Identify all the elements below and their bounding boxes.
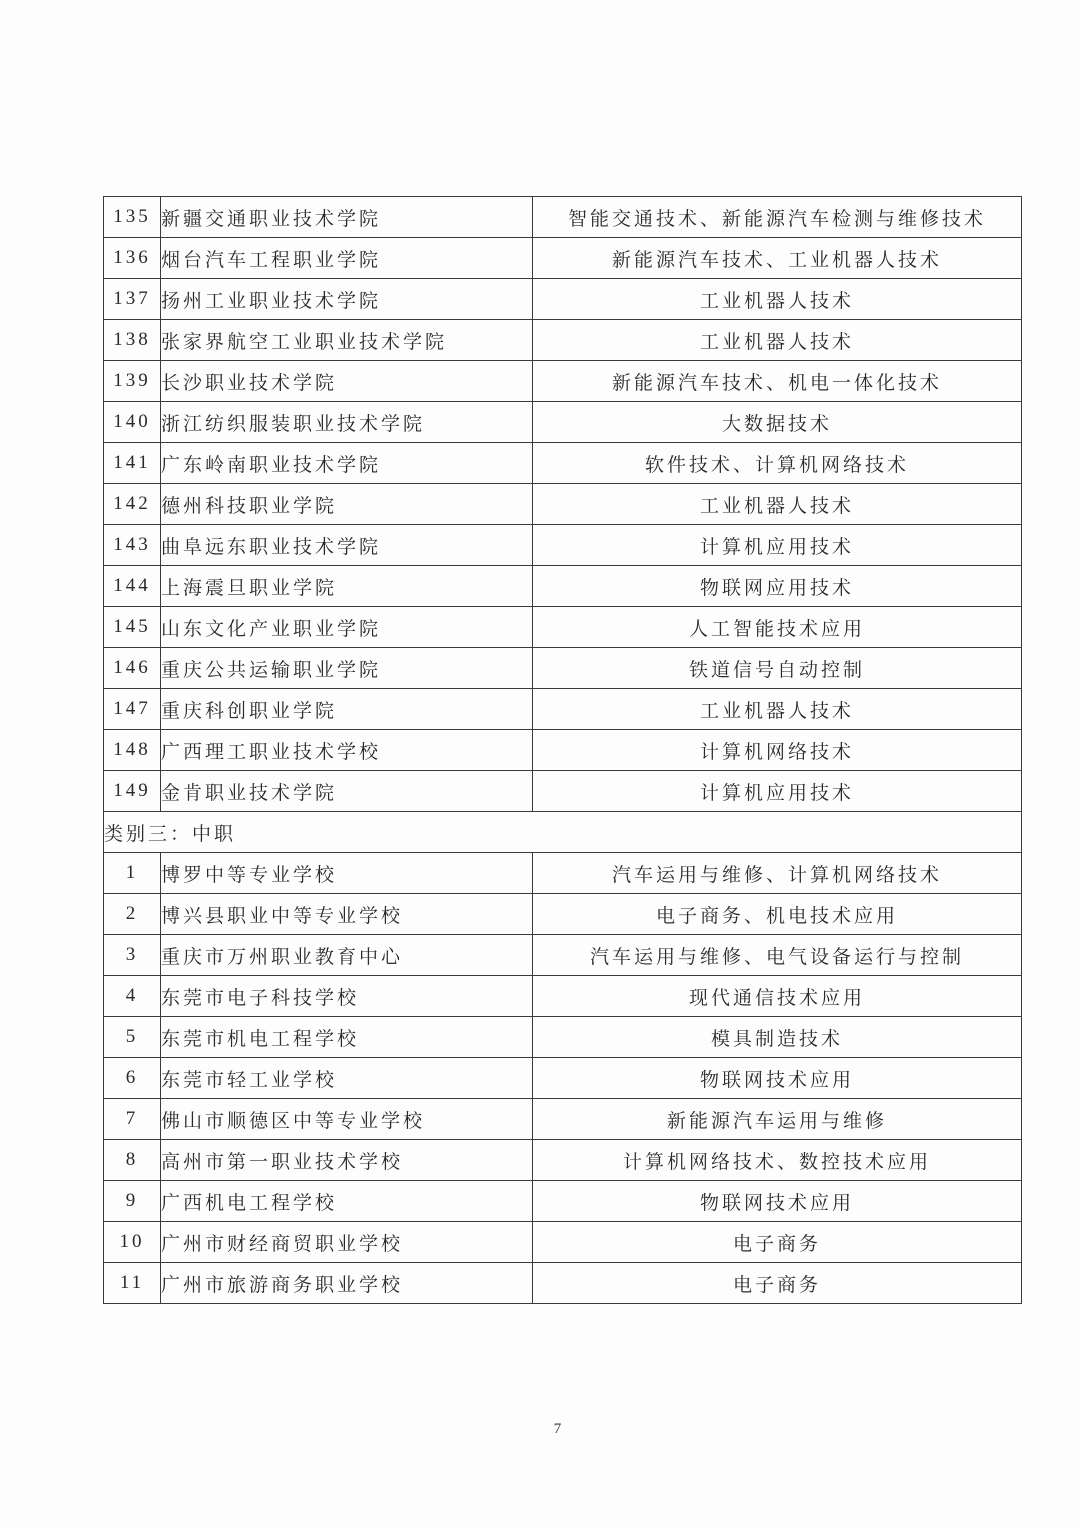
row-number: 142 <box>104 484 161 525</box>
school-name: 广东岭南职业技术学院 <box>161 443 533 484</box>
page-number: 7 <box>553 1421 562 1437</box>
major-name: 工业机器人技术 <box>533 689 1022 730</box>
major-name: 新能源汽车技术、工业机器人技术 <box>533 238 1022 279</box>
major-name: 计算机应用技术 <box>533 771 1022 812</box>
school-list-table <box>103 196 1022 1304</box>
school-name: 扬州工业职业技术学院 <box>161 279 533 320</box>
school-name: 烟台汽车工程职业学院 <box>161 238 533 279</box>
table-row <box>104 402 1022 443</box>
school-name: 广西机电工程学校 <box>161 1181 533 1222</box>
table-row <box>104 361 1022 402</box>
major-name: 物联网技术应用 <box>533 1181 1022 1222</box>
table-row <box>104 853 1022 894</box>
major-name: 汽车运用与维修、计算机网络技术 <box>533 853 1022 894</box>
school-name: 山东文化产业职业学院 <box>161 607 533 648</box>
major-name: 大数据技术 <box>533 402 1022 443</box>
major-name: 计算机网络技术、数控技术应用 <box>533 1140 1022 1181</box>
major-name: 铁道信号自动控制 <box>533 648 1022 689</box>
row-number: 149 <box>104 771 161 812</box>
table-row <box>104 730 1022 771</box>
major-name: 电子商务 <box>533 1263 1022 1304</box>
row-number: 11 <box>104 1263 161 1304</box>
table-row <box>104 1017 1022 1058</box>
row-number: 147 <box>104 689 161 730</box>
school-name: 重庆市万州职业教育中心 <box>161 935 533 976</box>
table-row <box>104 689 1022 730</box>
row-number: 148 <box>104 730 161 771</box>
major-name: 电子商务 <box>533 1222 1022 1263</box>
row-number: 6 <box>104 1058 161 1099</box>
table-row <box>104 1099 1022 1140</box>
school-name: 长沙职业技术学院 <box>161 361 533 402</box>
school-name: 东莞市机电工程学校 <box>161 1017 533 1058</box>
row-number: 143 <box>104 525 161 566</box>
table-row <box>104 443 1022 484</box>
major-name: 物联网应用技术 <box>533 566 1022 607</box>
table-row <box>104 976 1022 1017</box>
table-row <box>104 484 1022 525</box>
table-row <box>104 607 1022 648</box>
major-name: 人工智能技术应用 <box>533 607 1022 648</box>
major-name: 计算机网络技术 <box>533 730 1022 771</box>
school-name: 张家界航空工业职业技术学院 <box>161 320 533 361</box>
major-name: 工业机器人技术 <box>533 279 1022 320</box>
school-name: 东莞市轻工业学校 <box>161 1058 533 1099</box>
row-number: 7 <box>104 1099 161 1140</box>
table-row <box>104 894 1022 935</box>
row-number: 3 <box>104 935 161 976</box>
table-row <box>104 1222 1022 1263</box>
row-number: 9 <box>104 1181 161 1222</box>
school-name: 重庆公共运输职业学院 <box>161 648 533 689</box>
school-name: 浙江纺织服装职业技术学院 <box>161 402 533 443</box>
major-name: 现代通信技术应用 <box>533 976 1022 1017</box>
row-number: 138 <box>104 320 161 361</box>
table-row <box>104 197 1022 238</box>
row-number: 144 <box>104 566 161 607</box>
major-name: 新能源汽车运用与维修 <box>533 1099 1022 1140</box>
row-number: 5 <box>104 1017 161 1058</box>
major-name: 工业机器人技术 <box>533 320 1022 361</box>
table-row <box>104 1263 1022 1304</box>
school-name: 东莞市电子科技学校 <box>161 976 533 1017</box>
school-name: 博罗中等专业学校 <box>161 853 533 894</box>
table-row <box>104 1058 1022 1099</box>
school-name: 高州市第一职业技术学校 <box>161 1140 533 1181</box>
row-number: 141 <box>104 443 161 484</box>
major-name: 物联网技术应用 <box>533 1058 1022 1099</box>
school-name: 重庆科创职业学院 <box>161 689 533 730</box>
row-number: 8 <box>104 1140 161 1181</box>
major-name: 新能源汽车技术、机电一体化技术 <box>533 361 1022 402</box>
row-number: 135 <box>104 197 161 238</box>
school-name: 佛山市顺德区中等专业学校 <box>161 1099 533 1140</box>
row-number: 2 <box>104 894 161 935</box>
table-row <box>104 1181 1022 1222</box>
table-row <box>104 238 1022 279</box>
school-name: 上海震旦职业学院 <box>161 566 533 607</box>
section-title: 类别三：中职 <box>104 812 1022 853</box>
school-name: 新疆交通职业技术学院 <box>161 197 533 238</box>
major-name: 电子商务、机电技术应用 <box>533 894 1022 935</box>
major-name: 工业机器人技术 <box>533 484 1022 525</box>
table-row <box>104 525 1022 566</box>
row-number: 139 <box>104 361 161 402</box>
table-row <box>104 320 1022 361</box>
school-name: 德州科技职业学院 <box>161 484 533 525</box>
row-number: 146 <box>104 648 161 689</box>
school-name: 曲阜远东职业技术学院 <box>161 525 533 566</box>
row-number: 137 <box>104 279 161 320</box>
school-name: 金肯职业技术学院 <box>161 771 533 812</box>
table-row <box>104 279 1022 320</box>
row-number: 136 <box>104 238 161 279</box>
row-number: 1 <box>104 853 161 894</box>
major-name: 软件技术、计算机网络技术 <box>533 443 1022 484</box>
school-name: 广州市旅游商务职业学校 <box>161 1263 533 1304</box>
row-number: 145 <box>104 607 161 648</box>
table-body <box>104 197 1022 1304</box>
row-number: 4 <box>104 976 161 1017</box>
school-name: 博兴县职业中等专业学校 <box>161 894 533 935</box>
table-row <box>104 1140 1022 1181</box>
major-name: 计算机应用技术 <box>533 525 1022 566</box>
school-name: 广西理工职业技术学校 <box>161 730 533 771</box>
table-row <box>104 935 1022 976</box>
row-number: 140 <box>104 402 161 443</box>
table-row <box>104 566 1022 607</box>
table-row <box>104 771 1022 812</box>
major-name: 智能交通技术、新能源汽车检测与维修技术 <box>533 197 1022 238</box>
major-name: 汽车运用与维修、电气设备运行与控制 <box>533 935 1022 976</box>
school-name: 广州市财经商贸职业学校 <box>161 1222 533 1263</box>
table-row <box>104 648 1022 689</box>
row-number: 10 <box>104 1222 161 1263</box>
major-name: 模具制造技术 <box>533 1017 1022 1058</box>
section-heading-row <box>104 812 1022 853</box>
